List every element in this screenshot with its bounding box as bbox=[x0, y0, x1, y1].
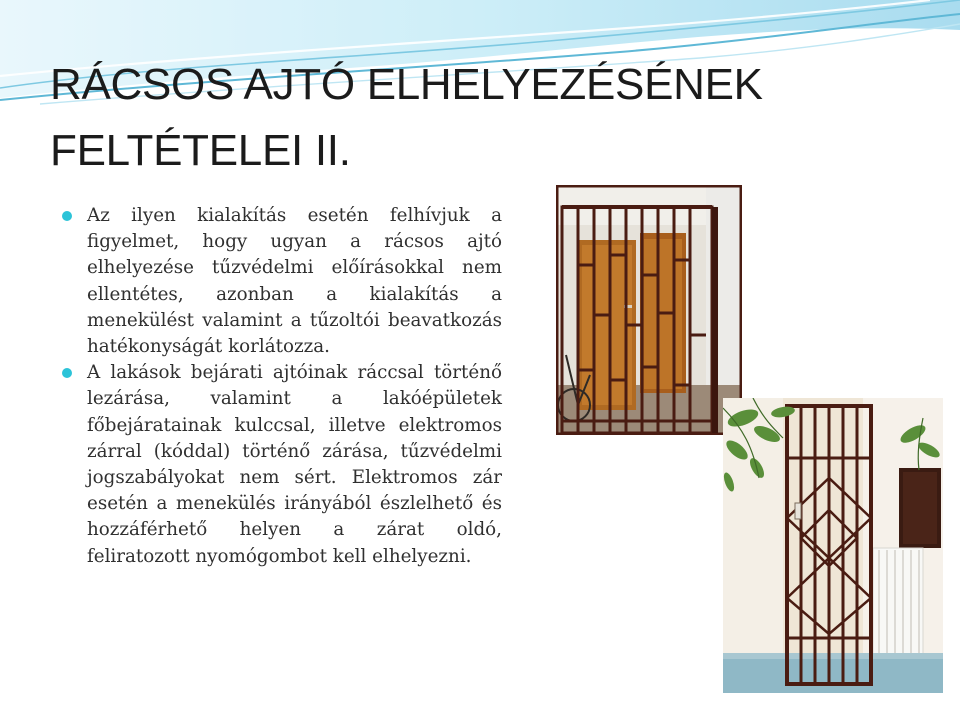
bullet-item-2: A lakások bejárati ajtóinak ráccsal történő lezárása, valamint a lakóépületek főbejáratainak kulccsal, illetve elektromos zárral (kóddal) történő zárása, tűzvédelmi jogszabályokat nem sért. Elektromos zár esetén a menekülés irányából észlelhető és hozzáférhető helyen a zárat oldó, feliratozott nyomógombot kell elhelyezni. bbox=[62, 360, 502, 570]
bullet-list bbox=[62, 203, 502, 570]
photo-barred-door-hallway bbox=[723, 398, 943, 693]
photo-barred-door-stairwell bbox=[556, 185, 742, 435]
title-line-2: FELTÉTELEI II. bbox=[50, 126, 351, 175]
bullet-item-1: Az ilyen kialakítás esetén felhívjuk a figyelmet, hogy ugyan a rácsos ajtó elhelyezése tűzvédelmi előírásokkal nem ellentétes, azonban a kialakítás a menekülést valamint a tűzoltói beavatkozás hatékonyságát korlátozza. bbox=[62, 203, 502, 360]
title-line-1: RÁCSOS AJTÓ ELHELYEZÉSÉNEK bbox=[50, 60, 763, 109]
slide-title bbox=[50, 52, 910, 184]
